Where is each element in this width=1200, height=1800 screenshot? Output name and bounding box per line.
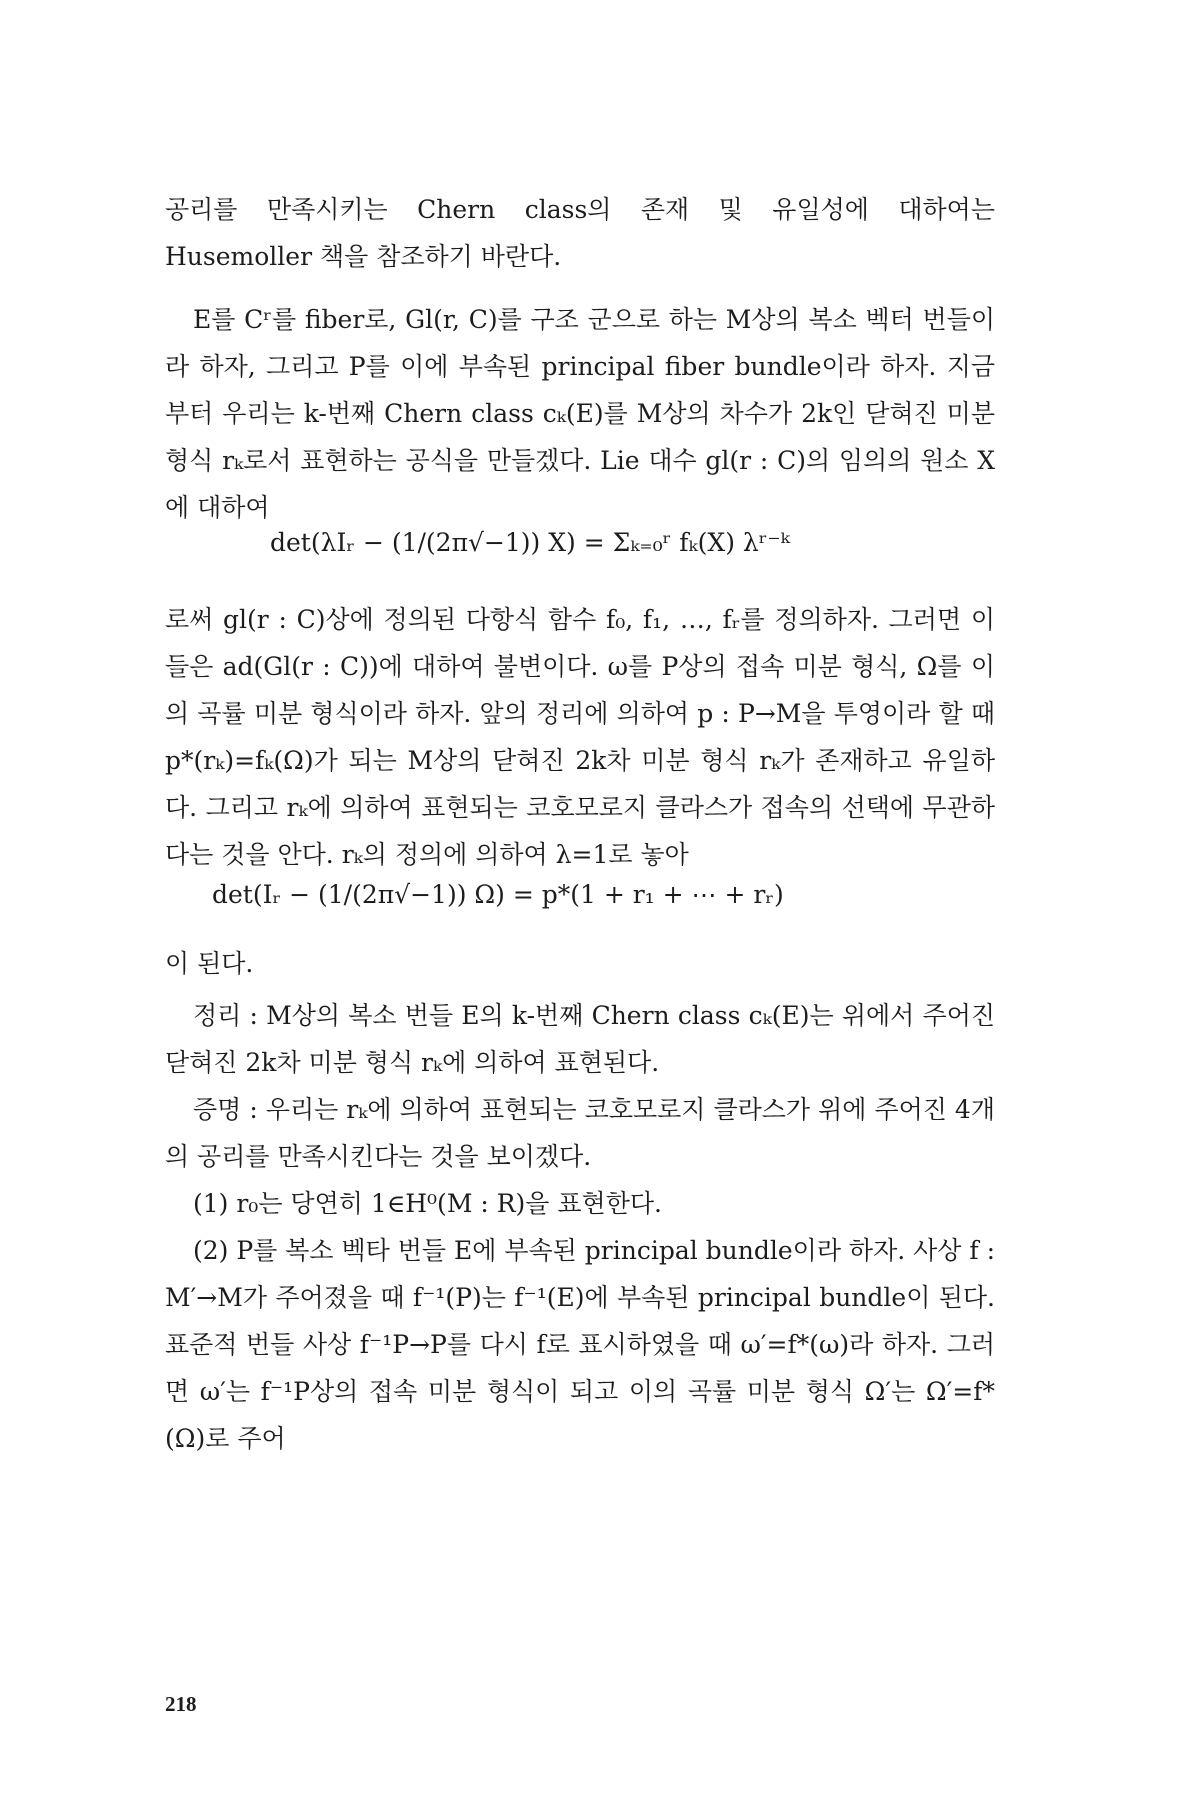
line-result: 이 된다. (165, 949, 254, 978)
paragraph-polynomial-definition: 로써 gl(r : C)상에 정의된 다항식 함수 f₀, f₁, …, fᵣ를 정의하자. 그러면 이들은 ad(Gl(r : C))에 대하여 불변이다. ω를 P상의 접속 미분 형식, Ω를 이의 곡률 미분 형식이라 하자. 앞의 정리에 의하여 p : P→M을 투영이라 할 때 p*(rₖ)=fₖ(Ω)가 되는 M상의 닫혀진 2k차 미분 형식 rₖ가 존재하고 유일하다. 그리고 rₖ에 의하여 표현되는 코호모로지 클라스가 접속의 선택에 무관하다는 것을 안다. rₖ의 정의에 의하여 λ=1로 놓아 (165, 605, 995, 869)
paragraph-theorem: 정리 : M상의 복소 번들 E의 k-번째 Chern class cₖ(E)는 위에서 주어진 닫혀진 2k차 미분 형식 rₖ에 의하여 표현된다. (165, 1001, 995, 1077)
page-number: 218 (165, 1692, 197, 1716)
paragraph-proof: 증명 : 우리는 rₖ에 의하여 표현되는 코호모로지 클라스가 위에 주어진 4개의 공리를 만족시킨다는 것을 보이겠다. (165, 1095, 995, 1171)
formula-det-expansion: det(λIᵣ − (1/(2π√−1)) X) = Σₖ₌₀ʳ fₖ(X) λʳ⁻ᵏ (270, 528, 790, 557)
paragraph-chern-setup: E를 Cʳ를 fiber로, Gl(r, C)를 구조 군으로 하는 M상의 복소 벡터 번들이라 하자, 그리고 P를 이에 부속된 principal fiber bundle이라 하자. 지금부터 우리는 k-번째 Chern class cₖ(E)를 M상의 차수가 2k인 닫혀진 미분 형식 rₖ로서 표현하는 공식을 만들겠다. Lie 대수 gl(r : C)의 임의의 원소 X에 대하여 (165, 305, 995, 522)
paragraph-axioms-reference: 공리를 만족시키는 Chern class의 존재 및 유일성에 대하여는 Husemoller 책을 참조하기 바란다. (165, 195, 995, 271)
formula-det-curvature: det(Iᵣ − (1/(2π√−1)) Ω) = p*(1 + r₁ + ⋯ + rᵣ) (212, 880, 784, 909)
proof-item-1: (1) r₀는 당연히 1∈H⁰(M : R)을 표현한다. (193, 1189, 662, 1218)
proof-item-2: (2) P를 복소 벡타 번들 E에 부속된 principal bundle이라 하자. 사상 f : M′→M가 주어졌을 때 f⁻¹(P)는 f⁻¹(E)에 부속된 principal bundle이 된다. 표준적 번들 사상 f⁻¹P→P를 다시 f로 표시하였을 때 ω′=f*(ω)라 하자. 그러면 ω′는 f⁻¹P상의 접속 미분 형식이 되고 이의 곡률 미분 형식 Ω′는 Ω′=f*(Ω)로 주어 (165, 1236, 995, 1453)
